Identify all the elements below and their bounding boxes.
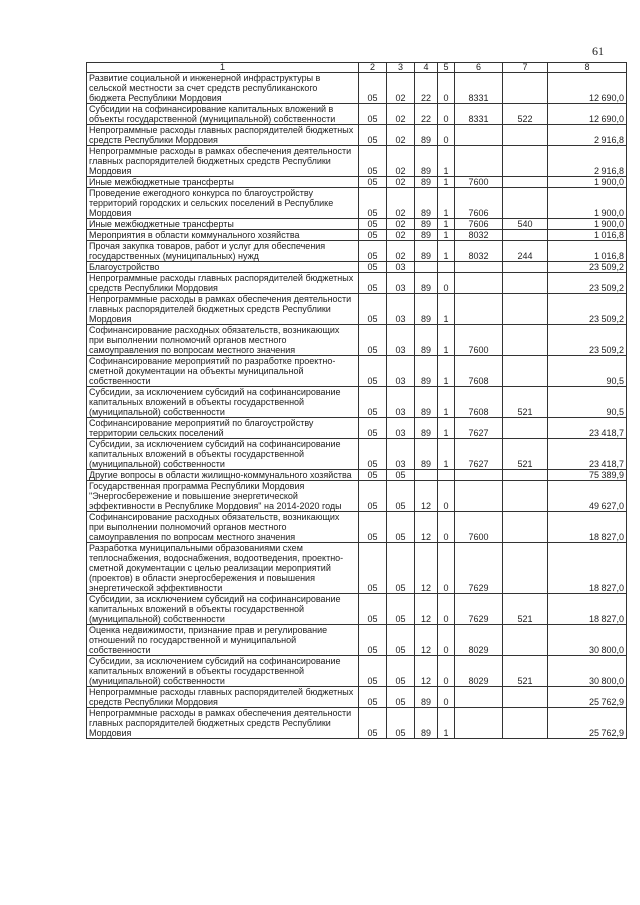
- column-header: 8: [548, 63, 627, 73]
- row-name-cell: Благоустройство: [87, 262, 359, 273]
- program-cell: 89: [415, 439, 438, 470]
- section-cell: 05: [359, 73, 387, 104]
- expense-type-cell: 521: [503, 439, 548, 470]
- program-cell: 89: [415, 219, 438, 230]
- amount-cell: 1 900,0: [548, 177, 627, 188]
- column-header: 3: [387, 63, 415, 73]
- expense-type-cell: [503, 418, 548, 439]
- row-name-cell: Субсидии, за исключением субсидий на софинансирование капитальных вложений в объекты государственной (муниципальной) собственности: [87, 387, 359, 418]
- program-cell: 89: [415, 687, 438, 708]
- subprogram-cell: 0: [438, 104, 455, 125]
- direction-cell: 7606: [455, 219, 503, 230]
- table-row: [87, 470, 627, 481]
- expense-type-cell: [503, 356, 548, 387]
- table-row: [87, 481, 627, 512]
- column-header: 5: [438, 63, 455, 73]
- section-cell: 05: [359, 594, 387, 625]
- expense-type-cell: 521: [503, 656, 548, 687]
- subprogram-cell: 1: [438, 439, 455, 470]
- section-cell: 05: [359, 418, 387, 439]
- row-name-cell: Другие вопросы в области жилищно-коммунального хозяйства: [87, 470, 359, 481]
- amount-cell: 1 016,8: [548, 241, 627, 262]
- direction-cell: [455, 708, 503, 739]
- row-name-cell: Непрограммные расходы в рамках обеспечения деятельности главных распорядителей бюджетных средств Республики Мордовия: [87, 146, 359, 177]
- row-name-cell: Иные межбюджетные трансферты: [87, 177, 359, 188]
- direction-cell: 7627: [455, 439, 503, 470]
- direction-cell: 7627: [455, 418, 503, 439]
- subprogram-cell: 1: [438, 418, 455, 439]
- subprogram-cell: [438, 262, 455, 273]
- subprogram-cell: 1: [438, 219, 455, 230]
- table-row: [87, 177, 627, 188]
- program-cell: 89: [415, 188, 438, 219]
- program-cell: 12: [415, 512, 438, 543]
- column-header: 6: [455, 63, 503, 73]
- section-cell: 05: [359, 512, 387, 543]
- expense-type-cell: [503, 188, 548, 219]
- section-cell: 05: [359, 125, 387, 146]
- amount-cell: 23 509,2: [548, 294, 627, 325]
- subsection-cell: 03: [387, 356, 415, 387]
- amount-cell: 2 916,8: [548, 146, 627, 177]
- amount-cell: 23 509,2: [548, 273, 627, 294]
- amount-cell: 49 627,0: [548, 481, 627, 512]
- subsection-cell: 05: [387, 656, 415, 687]
- amount-cell: 75 389,9: [548, 470, 627, 481]
- direction-cell: 8331: [455, 73, 503, 104]
- subsection-cell: 05: [387, 470, 415, 481]
- direction-cell: 7608: [455, 356, 503, 387]
- section-cell: 05: [359, 294, 387, 325]
- section-cell: 05: [359, 230, 387, 241]
- subsection-cell: 03: [387, 325, 415, 356]
- program-cell: 22: [415, 104, 438, 125]
- subprogram-cell: 0: [438, 512, 455, 543]
- subsection-cell: 05: [387, 594, 415, 625]
- table-row: [87, 325, 627, 356]
- program-cell: 89: [415, 418, 438, 439]
- table-row: [87, 273, 627, 294]
- subsection-cell: 02: [387, 73, 415, 104]
- amount-cell: 12 690,0: [548, 104, 627, 125]
- subprogram-cell: 1: [438, 387, 455, 418]
- direction-cell: 7608: [455, 387, 503, 418]
- table-row: [87, 687, 627, 708]
- subprogram-cell: 1: [438, 294, 455, 325]
- expense-type-cell: [503, 481, 548, 512]
- section-cell: 05: [359, 656, 387, 687]
- table-row: [87, 418, 627, 439]
- table-header-row: [87, 63, 627, 73]
- expense-type-cell: [503, 273, 548, 294]
- table-row: [87, 241, 627, 262]
- amount-cell: 90,5: [548, 387, 627, 418]
- direction-cell: [455, 146, 503, 177]
- column-header: 7: [503, 63, 548, 73]
- column-header: 2: [359, 63, 387, 73]
- program-cell: 89: [415, 125, 438, 146]
- program-cell: 89: [415, 241, 438, 262]
- subprogram-cell: 1: [438, 146, 455, 177]
- program-cell: 12: [415, 625, 438, 656]
- row-name-cell: Непрограммные расходы главных распорядителей бюджетных средств Республики Мордовия: [87, 273, 359, 294]
- direction-cell: 8029: [455, 625, 503, 656]
- subsection-cell: 02: [387, 241, 415, 262]
- program-cell: 89: [415, 230, 438, 241]
- section-cell: 05: [359, 188, 387, 219]
- direction-cell: 7629: [455, 543, 503, 594]
- subprogram-cell: 0: [438, 594, 455, 625]
- amount-cell: 12 690,0: [548, 73, 627, 104]
- amount-cell: 30 800,0: [548, 656, 627, 687]
- section-cell: 05: [359, 104, 387, 125]
- subsection-cell: 02: [387, 146, 415, 177]
- row-name-cell: Разработка муниципальными образованиями схем теплоснабжения, водоснабжения, водоотведения, проектно-сметной документации с целью реализации мероприятий (проектов) в области энергосбережения и повышения энергетической эффективности: [87, 543, 359, 594]
- expense-type-cell: [503, 543, 548, 594]
- table-row: [87, 625, 627, 656]
- amount-cell: 1 900,0: [548, 188, 627, 219]
- table-row: [87, 439, 627, 470]
- expense-type-cell: [503, 177, 548, 188]
- program-cell: 12: [415, 594, 438, 625]
- subsection-cell: 05: [387, 625, 415, 656]
- program-cell: 89: [415, 294, 438, 325]
- expense-type-cell: [503, 687, 548, 708]
- amount-cell: 23 509,2: [548, 325, 627, 356]
- subsection-cell: 03: [387, 418, 415, 439]
- row-name-cell: Субсидии, за исключением субсидий на софинансирование капитальных вложений в объекты государственной (муниципальной) собственности: [87, 656, 359, 687]
- subsection-cell: 05: [387, 512, 415, 543]
- subprogram-cell: 0: [438, 73, 455, 104]
- program-cell: 12: [415, 543, 438, 594]
- direction-cell: 7629: [455, 594, 503, 625]
- row-name-cell: Субсидии на софинансирование капитальных вложений в объекты государственной (муниципальной) собственности: [87, 104, 359, 125]
- page-number: 61: [592, 44, 604, 58]
- amount-cell: 23 418,7: [548, 439, 627, 470]
- row-name-cell: Прочая закупка товаров, работ и услуг для обеспечения государственных (муниципальных) нужд: [87, 241, 359, 262]
- amount-cell: 1 016,8: [548, 230, 627, 241]
- section-cell: 05: [359, 439, 387, 470]
- direction-cell: [455, 262, 503, 273]
- subsection-cell: 03: [387, 294, 415, 325]
- direction-cell: [455, 273, 503, 294]
- subsection-cell: 02: [387, 177, 415, 188]
- expense-type-cell: [503, 125, 548, 146]
- subsection-cell: 05: [387, 687, 415, 708]
- subprogram-cell: 0: [438, 656, 455, 687]
- section-cell: 05: [359, 262, 387, 273]
- row-name-cell: Непрограммные расходы в рамках обеспечения деятельности главных распорядителей бюджетных средств Республики Мордовия: [87, 294, 359, 325]
- amount-cell: 1 900,0: [548, 219, 627, 230]
- table-row: [87, 230, 627, 241]
- expense-type-cell: [503, 294, 548, 325]
- subprogram-cell: 1: [438, 188, 455, 219]
- subprogram-cell: 0: [438, 481, 455, 512]
- expense-type-cell: [503, 262, 548, 273]
- table-row: [87, 512, 627, 543]
- subsection-cell: 03: [387, 262, 415, 273]
- direction-cell: [455, 687, 503, 708]
- section-cell: 05: [359, 687, 387, 708]
- section-cell: 05: [359, 325, 387, 356]
- row-name-cell: Непрограммные расходы в рамках обеспечения деятельности главных распорядителей бюджетных средств Республики Мордовия: [87, 708, 359, 739]
- table-row: [87, 387, 627, 418]
- section-cell: 05: [359, 625, 387, 656]
- subprogram-cell: 1: [438, 325, 455, 356]
- row-name-cell: Софинансирование мероприятий по благоустройству территории сельских поселений: [87, 418, 359, 439]
- row-name-cell: Софинансирование мероприятий по разработке проектно-сметной документации на объекты муниципальной собственности: [87, 356, 359, 387]
- direction-cell: 8029: [455, 656, 503, 687]
- subprogram-cell: 0: [438, 687, 455, 708]
- subsection-cell: 02: [387, 219, 415, 230]
- direction-cell: 8032: [455, 241, 503, 262]
- amount-cell: 2 916,8: [548, 125, 627, 146]
- section-cell: 05: [359, 241, 387, 262]
- table-row: [87, 708, 627, 739]
- table-row: [87, 219, 627, 230]
- column-header: 4: [415, 63, 438, 73]
- subsection-cell: 03: [387, 273, 415, 294]
- program-cell: 89: [415, 387, 438, 418]
- row-name-cell: Государственная программа Республики Мордовия "Энергосбережение и повышение энергетической эффективности в Республике Мордовия" на 2014-2020 годы: [87, 481, 359, 512]
- row-name-cell: Иные межбюджетные трансферты: [87, 219, 359, 230]
- subprogram-cell: 0: [438, 125, 455, 146]
- section-cell: 05: [359, 543, 387, 594]
- section-cell: 05: [359, 219, 387, 230]
- subsection-cell: 05: [387, 708, 415, 739]
- subsection-cell: 05: [387, 481, 415, 512]
- subprogram-cell: 1: [438, 241, 455, 262]
- section-cell: 05: [359, 177, 387, 188]
- expense-type-cell: [503, 146, 548, 177]
- table-row: [87, 356, 627, 387]
- expense-type-cell: [503, 73, 548, 104]
- row-name-cell: Субсидии, за исключением субсидий на софинансирование капитальных вложений в объекты государственной (муниципальной) собственности: [87, 594, 359, 625]
- row-name-cell: Непрограммные расходы главных распорядителей бюджетных средств Республики Мордовия: [87, 125, 359, 146]
- expense-type-cell: 244: [503, 241, 548, 262]
- expense-type-cell: [503, 230, 548, 241]
- expense-type-cell: 521: [503, 387, 548, 418]
- subprogram-cell: 1: [438, 177, 455, 188]
- direction-cell: 7600: [455, 177, 503, 188]
- row-name-cell: Непрограммные расходы главных распорядителей бюджетных средств Республики Мордовия: [87, 687, 359, 708]
- amount-cell: 30 800,0: [548, 625, 627, 656]
- subprogram-cell: 1: [438, 230, 455, 241]
- row-name-cell: Проведение ежегодного конкурса по благоустройству территорий городских и сельских поселений в Республике Мордовия: [87, 188, 359, 219]
- subsection-cell: 02: [387, 230, 415, 241]
- direction-cell: 7606: [455, 188, 503, 219]
- expense-type-cell: 540: [503, 219, 548, 230]
- table-row: [87, 543, 627, 594]
- direction-cell: 8331: [455, 104, 503, 125]
- direction-cell: 7600: [455, 512, 503, 543]
- program-cell: 89: [415, 273, 438, 294]
- program-cell: 12: [415, 656, 438, 687]
- section-cell: 05: [359, 387, 387, 418]
- row-name-cell: Развитие социальной и инженерной инфраструктуры в сельской местности за счет средств республиканского бюджета Республики Мордовия: [87, 73, 359, 104]
- table-row: [87, 104, 627, 125]
- program-cell: 89: [415, 708, 438, 739]
- amount-cell: 23 418,7: [548, 418, 627, 439]
- direction-cell: 8032: [455, 230, 503, 241]
- program-cell: [415, 262, 438, 273]
- table-row: [87, 125, 627, 146]
- amount-cell: 90,5: [548, 356, 627, 387]
- table-row: [87, 188, 627, 219]
- program-cell: 89: [415, 177, 438, 188]
- row-name-cell: Софинансирование расходных обязательств, возникающих при выполнении полномочий органов местного самоуправления по вопросам местного значения: [87, 325, 359, 356]
- subsection-cell: 02: [387, 104, 415, 125]
- subsection-cell: 05: [387, 543, 415, 594]
- row-name-cell: Мероприятия в области коммунального хозяйства: [87, 230, 359, 241]
- subprogram-cell: 0: [438, 625, 455, 656]
- budget-table: [86, 62, 627, 739]
- expense-type-cell: [503, 470, 548, 481]
- direction-cell: [455, 294, 503, 325]
- section-cell: 05: [359, 481, 387, 512]
- row-name-cell: Субсидии, за исключением субсидий на софинансирование капитальных вложений в объекты государственной (муниципальной) собственности: [87, 439, 359, 470]
- table-row: [87, 146, 627, 177]
- program-cell: 22: [415, 73, 438, 104]
- expense-type-cell: [503, 325, 548, 356]
- section-cell: 05: [359, 146, 387, 177]
- subprogram-cell: 0: [438, 273, 455, 294]
- table-row: [87, 73, 627, 104]
- table-row: [87, 262, 627, 273]
- section-cell: 05: [359, 356, 387, 387]
- direction-cell: [455, 125, 503, 146]
- subsection-cell: 02: [387, 125, 415, 146]
- expense-type-cell: 522: [503, 104, 548, 125]
- table-row: [87, 294, 627, 325]
- program-cell: 12: [415, 481, 438, 512]
- amount-cell: 25 762,9: [548, 708, 627, 739]
- subprogram-cell: [438, 470, 455, 481]
- amount-cell: 18 827,0: [548, 543, 627, 594]
- subsection-cell: 03: [387, 387, 415, 418]
- row-name-cell: Оценка недвижимости, признание прав и регулирование отношений по государственной и муниципальной собственности: [87, 625, 359, 656]
- program-cell: 89: [415, 146, 438, 177]
- direction-cell: [455, 481, 503, 512]
- amount-cell: 25 762,9: [548, 687, 627, 708]
- section-cell: 05: [359, 273, 387, 294]
- subsection-cell: 03: [387, 439, 415, 470]
- section-cell: 05: [359, 708, 387, 739]
- expense-type-cell: [503, 512, 548, 543]
- subprogram-cell: 0: [438, 543, 455, 594]
- section-cell: 05: [359, 470, 387, 481]
- expense-type-cell: [503, 708, 548, 739]
- direction-cell: [455, 470, 503, 481]
- expense-type-cell: [503, 625, 548, 656]
- column-header: 1: [87, 63, 359, 73]
- amount-cell: 23 509,2: [548, 262, 627, 273]
- subprogram-cell: 1: [438, 356, 455, 387]
- amount-cell: 18 827,0: [548, 512, 627, 543]
- amount-cell: 18 827,0: [548, 594, 627, 625]
- table-row: [87, 594, 627, 625]
- row-name-cell: Софинансирование расходных обязательств, возникающих при выполнении полномочий органов местного самоуправления по вопросам местного значения: [87, 512, 359, 543]
- subprogram-cell: 1: [438, 708, 455, 739]
- expense-type-cell: 521: [503, 594, 548, 625]
- table-row: [87, 656, 627, 687]
- program-cell: [415, 470, 438, 481]
- program-cell: 89: [415, 356, 438, 387]
- program-cell: 89: [415, 325, 438, 356]
- subsection-cell: 02: [387, 188, 415, 219]
- direction-cell: 7600: [455, 325, 503, 356]
